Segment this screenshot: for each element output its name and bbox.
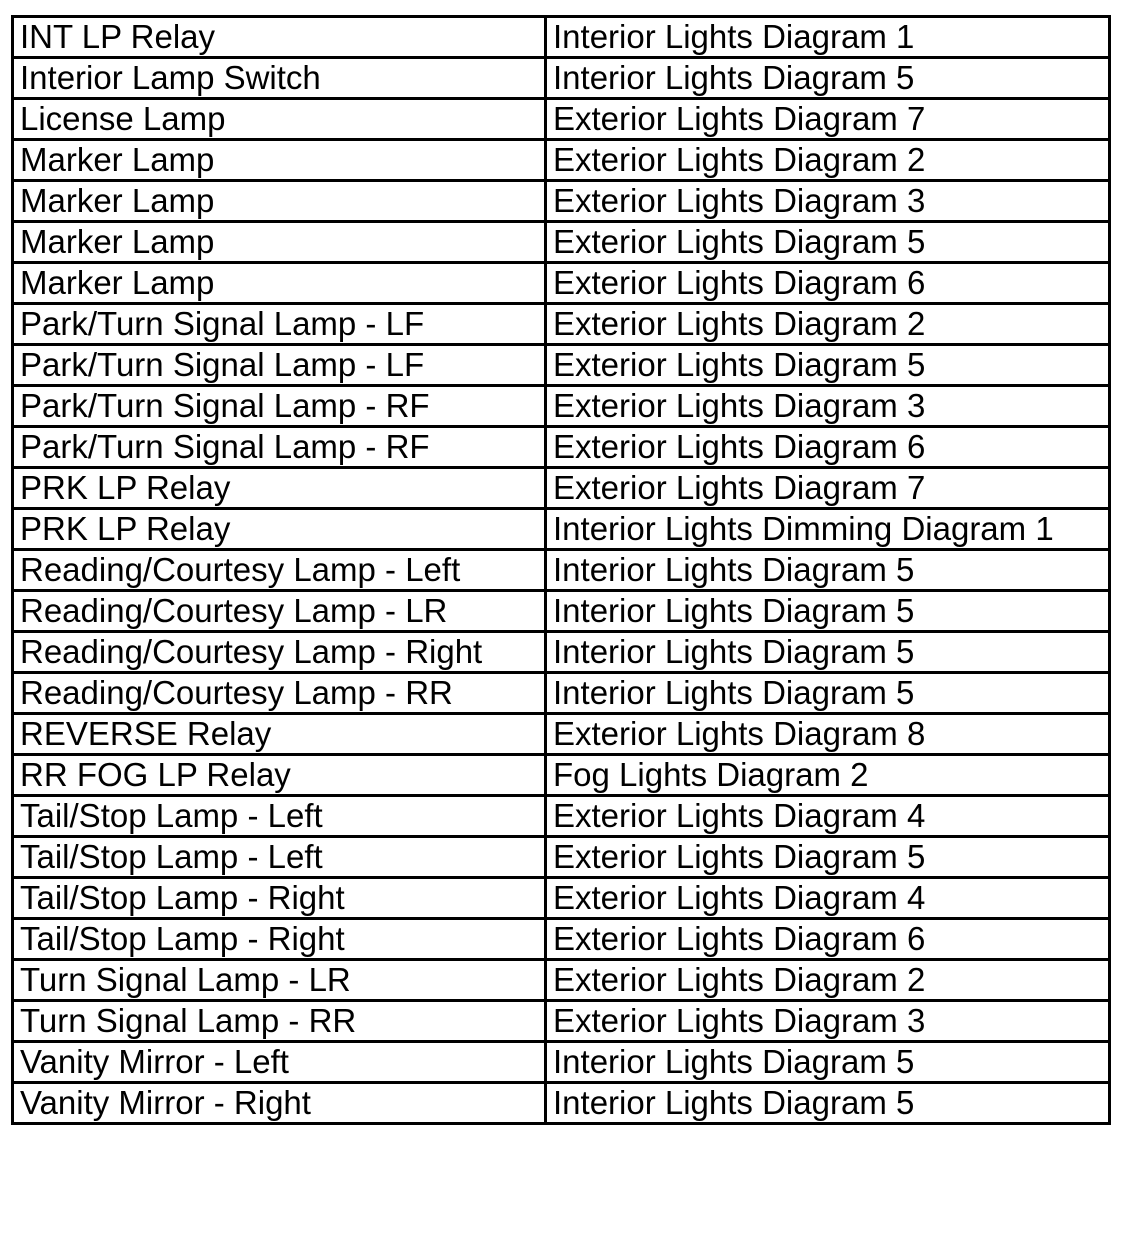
component-index-table (11, 15, 1111, 1125)
table-row (13, 960, 1110, 1001)
diagram-cell: Exterior Lights Diagram 2 (546, 960, 1110, 1001)
table-row (13, 755, 1110, 796)
component-cell: Tail/Stop Lamp - Right (13, 919, 546, 960)
diagram-cell: Exterior Lights Diagram 3 (546, 1001, 1110, 1042)
component-cell: Park/Turn Signal Lamp - RF (13, 427, 546, 468)
table-row (13, 263, 1110, 304)
component-cell: PRK LP Relay (13, 509, 546, 550)
component-cell: Vanity Mirror - Right (13, 1083, 546, 1124)
table-row (13, 427, 1110, 468)
table-row (13, 1042, 1110, 1083)
table-row (13, 878, 1110, 919)
table-row (13, 222, 1110, 263)
component-cell: Marker Lamp (13, 140, 546, 181)
component-cell: License Lamp (13, 99, 546, 140)
table-row (13, 632, 1110, 673)
diagram-cell: Interior Lights Dimming Diagram 1 (546, 509, 1110, 550)
diagram-cell: Exterior Lights Diagram 6 (546, 919, 1110, 960)
table-row (13, 345, 1110, 386)
table-row (13, 1083, 1110, 1124)
diagram-cell: Exterior Lights Diagram 4 (546, 878, 1110, 919)
component-cell: Reading/Courtesy Lamp - Right (13, 632, 546, 673)
table-row (13, 304, 1110, 345)
table-row (13, 1001, 1110, 1042)
table-row (13, 99, 1110, 140)
diagram-cell: Exterior Lights Diagram 6 (546, 427, 1110, 468)
table-row (13, 17, 1110, 58)
diagram-cell: Exterior Lights Diagram 2 (546, 140, 1110, 181)
table-row (13, 837, 1110, 878)
table-row (13, 591, 1110, 632)
table-row (13, 509, 1110, 550)
table-row (13, 714, 1110, 755)
diagram-cell: Exterior Lights Diagram 5 (546, 345, 1110, 386)
table-row (13, 386, 1110, 427)
component-cell: Park/Turn Signal Lamp - RF (13, 386, 546, 427)
component-cell: Reading/Courtesy Lamp - RR (13, 673, 546, 714)
table-row (13, 468, 1110, 509)
table-row (13, 550, 1110, 591)
component-cell: Tail/Stop Lamp - Left (13, 837, 546, 878)
diagram-cell: Exterior Lights Diagram 5 (546, 222, 1110, 263)
table-row (13, 181, 1110, 222)
table-row (13, 919, 1110, 960)
component-cell: INT LP Relay (13, 17, 546, 58)
component-cell: Tail/Stop Lamp - Left (13, 796, 546, 837)
component-cell: Park/Turn Signal Lamp - LF (13, 304, 546, 345)
diagram-cell: Interior Lights Diagram 5 (546, 1042, 1110, 1083)
component-cell: Turn Signal Lamp - LR (13, 960, 546, 1001)
diagram-cell: Exterior Lights Diagram 2 (546, 304, 1110, 345)
diagram-cell: Interior Lights Diagram 5 (546, 673, 1110, 714)
component-cell: REVERSE Relay (13, 714, 546, 755)
diagram-cell: Exterior Lights Diagram 4 (546, 796, 1110, 837)
diagram-cell: Interior Lights Diagram 5 (546, 632, 1110, 673)
component-cell: RR FOG LP Relay (13, 755, 546, 796)
diagram-cell: Fog Lights Diagram 2 (546, 755, 1110, 796)
diagram-cell: Interior Lights Diagram 5 (546, 591, 1110, 632)
diagram-cell: Interior Lights Diagram 1 (546, 17, 1110, 58)
component-cell: Marker Lamp (13, 222, 546, 263)
component-cell: PRK LP Relay (13, 468, 546, 509)
component-cell: Marker Lamp (13, 263, 546, 304)
table-row (13, 673, 1110, 714)
component-cell: Vanity Mirror - Left (13, 1042, 546, 1083)
diagram-cell: Exterior Lights Diagram 6 (546, 263, 1110, 304)
component-cell: Reading/Courtesy Lamp - Left (13, 550, 546, 591)
component-cell: Turn Signal Lamp - RR (13, 1001, 546, 1042)
component-cell: Reading/Courtesy Lamp - LR (13, 591, 546, 632)
table-row (13, 140, 1110, 181)
component-cell: Interior Lamp Switch (13, 58, 546, 99)
table-row (13, 796, 1110, 837)
component-cell: Tail/Stop Lamp - Right (13, 878, 546, 919)
diagram-cell: Interior Lights Diagram 5 (546, 58, 1110, 99)
component-cell: Park/Turn Signal Lamp - LF (13, 345, 546, 386)
diagram-cell: Exterior Lights Diagram 7 (546, 99, 1110, 140)
diagram-cell: Exterior Lights Diagram 5 (546, 837, 1110, 878)
component-cell: Marker Lamp (13, 181, 546, 222)
diagram-cell: Exterior Lights Diagram 3 (546, 181, 1110, 222)
diagram-cell: Exterior Lights Diagram 3 (546, 386, 1110, 427)
diagram-cell: Exterior Lights Diagram 8 (546, 714, 1110, 755)
table-row (13, 58, 1110, 99)
table-body (13, 17, 1110, 1124)
diagram-cell: Interior Lights Diagram 5 (546, 1083, 1110, 1124)
diagram-cell: Exterior Lights Diagram 7 (546, 468, 1110, 509)
diagram-cell: Interior Lights Diagram 5 (546, 550, 1110, 591)
